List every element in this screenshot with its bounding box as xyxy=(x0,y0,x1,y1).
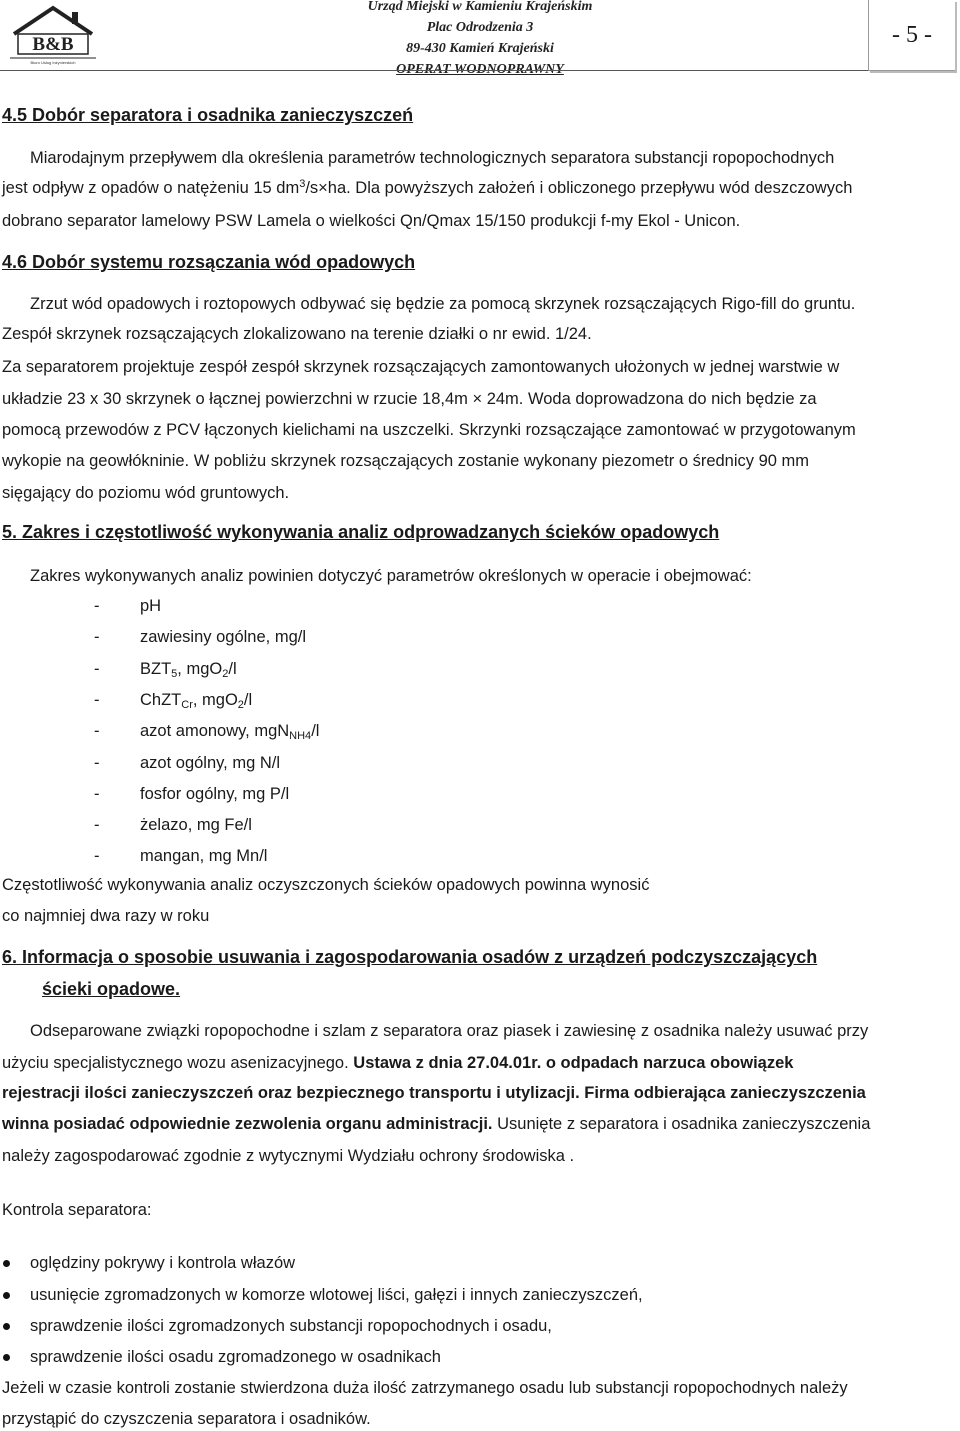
list-item: mangan, mg Mn/l xyxy=(140,847,268,865)
s6-line-2a: użyciu specjalistycznego wozu asenizacyjnego. xyxy=(2,1054,349,1072)
bullet-dot-icon xyxy=(3,1323,10,1330)
bullet-item: usunięcie zgromadzonych w komorze wlotowej liści, gałęzi i innych zanieczyszczeń, xyxy=(30,1286,643,1304)
s5-frequency-2: co najmniej dwa razy w roku xyxy=(2,907,210,925)
s46-line-4: układzie 23 x 30 skrzynek o łącznej powierzchni w rzucie 18,4m × 24m. Woda doprowadzona do nich będzie za xyxy=(2,390,817,408)
s45-sup: 3 xyxy=(299,178,306,190)
list-item-text: /l xyxy=(228,660,237,678)
header-line-3: 89-430 Kamień Krajeński xyxy=(406,41,554,56)
list-dash: - xyxy=(94,597,100,615)
list-item-text: BZT xyxy=(140,660,172,678)
list-item xyxy=(140,659,237,679)
s46-line-1: Zrzut wód opadowych i roztopowych odbywać się będzie za pomocą skrzynek rozsączających Rigo-fill do gruntu. xyxy=(30,295,856,313)
kontrola-label: Kontrola separatora: xyxy=(2,1201,152,1219)
s45-line-3: dobrano separator lamelowy PSW Lamela o wielkości Qn/Qmax 15/150 produkcji f-my Ekol - Unicon. xyxy=(2,212,741,230)
list-dash: - xyxy=(94,847,100,865)
s45-line-2b: /s×ha. Dla powyższych założeń i obliczonego przepływu wód deszczowych xyxy=(305,179,853,197)
svg-text:B&B: B&B xyxy=(32,34,74,55)
list-item: zawiesiny ogólne, mg/l xyxy=(140,628,306,646)
s6-line-1: Odseparowane związki ropopochodne i szlam z separatora oraz piasek i zawiesinę z osadnika należy usuwać przy xyxy=(30,1022,869,1040)
svg-text:Biuro Usług Inżynierskich: Biuro Usług Inżynierskich xyxy=(30,60,76,65)
page-number-box xyxy=(868,0,955,71)
heading-4-6: 4.6 Dobór systemu rozsączania wód opadowych xyxy=(2,252,416,272)
s46-line-3: Za separatorem projektuje zespół zespół skrzynek rozsączających zamontowanych ułożonych w jednej warstwie w xyxy=(2,358,840,376)
bullet-item: oględziny pokrywy i kontrola włazów xyxy=(30,1254,296,1272)
heading-4-5: 4.5 Dobór separatora i osadnika zanieczyszczeń xyxy=(2,105,414,125)
bullet-dot-icon xyxy=(3,1260,10,1267)
header-address xyxy=(360,0,600,80)
list-dash: - xyxy=(94,660,100,678)
s45-line-1: Miarodajnym przepływem dla określenia parametrów technologicznych separatora substancji ropopochodnych xyxy=(30,149,835,167)
s46-line-6: wykopie na geowłókninie. W pobliżu skrzynek rozsączających zostanie wykonany piezometr o średnicy 90 mm xyxy=(2,452,810,470)
list-item: żelazo, mg Fe/l xyxy=(140,816,252,834)
list-item: fosfor ogólny, mg P/l xyxy=(140,785,290,803)
list-item-subscript: NH4 xyxy=(289,730,312,742)
s5-frequency-1: Częstotliwość wykonywania analiz oczyszczonych ścieków opadowych powinna wynosić xyxy=(2,876,650,894)
s6-line-5: należy zagospodarować zgodnie z wytycznymi Wydziału ochrony środowiska . xyxy=(2,1147,575,1165)
list-item: azot ogólny, mg N/l xyxy=(140,754,281,772)
heading-6-line-1: 6. Informacja o sposobie usuwania i zagospodarowania osadów z urządzeń podczyszczających xyxy=(2,947,818,967)
s46-line-2: Zespół skrzynek rozsączających zlokalizowano na terenie działki o nr ewid. 1/24. xyxy=(2,325,592,343)
heading-6-line-2: ścieki opadowe. xyxy=(42,979,181,999)
s6-line-4b: Usunięte z separatora i osadnika zanieczyszczenia xyxy=(497,1115,871,1133)
list-item-text: /l xyxy=(311,722,320,740)
list-item-subscript: Cr xyxy=(181,699,193,711)
bullet-dot-icon xyxy=(3,1292,10,1299)
list-item-subscript: 2 xyxy=(237,699,244,711)
header-line-4: OPERAT WODNOPRAWNY xyxy=(396,62,564,77)
list-item: pH xyxy=(140,597,162,615)
list-item-text: , mgO xyxy=(177,660,223,678)
list-item-subscript: 5 xyxy=(171,668,178,680)
list-dash: - xyxy=(94,754,100,772)
company-logo xyxy=(6,4,100,66)
s46-line-5: pomocą przewodów z PCV łączonych kielichami na uszczelki. Skrzynki rozsączające zamontować w przygotowanym xyxy=(2,421,856,439)
list-dash: - xyxy=(94,785,100,803)
list-item-text: , mgO xyxy=(192,691,238,709)
s6-line-2 xyxy=(2,1053,793,1073)
s45-line-2a: jest odpływ z opadów o natężeniu 15 dm xyxy=(2,179,300,197)
bullet-dot-icon xyxy=(3,1354,10,1361)
header-divider xyxy=(0,70,868,71)
header-line-2: Plac Odrodzenia 3 xyxy=(426,20,534,35)
heading-5: 5. Zakres i częstotliwość wykonywania analiz odprowadzanych ścieków opadowych xyxy=(2,522,720,542)
page-number: - 5 - xyxy=(892,22,932,48)
s46-line-7: sięgający do poziomu wód gruntowych. xyxy=(2,484,290,502)
list-item-text: /l xyxy=(243,691,253,709)
s6-line-3: rejestracji ilości zanieczyszczeń oraz bezpiecznego transportu i utylizacji. Firma odbierająca zanieczyszczenia xyxy=(2,1084,866,1102)
s5-intro: Zakres wykonywanych analiz powinien dotyczyć parametrów określonych w operacie i obejmować: xyxy=(30,567,752,585)
s6-line-4a: winna posiadać odpowiednie zezwolenia organu administracji. xyxy=(2,1115,493,1133)
list-dash: - xyxy=(94,691,100,709)
bullet-item: sprawdzenie ilości zgromadzonych substancji ropopochodnych i osadu, xyxy=(30,1317,552,1335)
list-dash: - xyxy=(94,816,100,834)
list-dash: - xyxy=(94,628,100,646)
s6-line-4 xyxy=(2,1114,870,1134)
list-item xyxy=(140,690,252,710)
list-item-text: ChZT xyxy=(140,691,182,709)
list-item-subscript: 2 xyxy=(222,668,229,680)
list-item xyxy=(140,721,319,741)
header-line-1: Urząd Miejski w Kamieniu Krajeńskim xyxy=(367,0,593,14)
s6-line-2b: Ustawa z dnia 27.04.01r. o odpadach narzuca obowiązek xyxy=(353,1054,794,1072)
s6-final-1: Jeżeli w czasie kontroli zostanie stwierdzona duża ilość zatrzymanego osadu lub substancji ropopochodnych należy xyxy=(2,1379,848,1397)
list-dash: - xyxy=(94,722,100,740)
bullet-item: sprawdzenie ilości osadu zgromadzonego w osadnikach xyxy=(30,1348,441,1366)
page-header xyxy=(0,0,960,77)
s6-final-2: przystąpić do czyszczenia separatora i osadników. xyxy=(2,1410,371,1428)
s45-line-2 xyxy=(2,178,852,198)
list-item-text: azot amonowy, mgN xyxy=(140,722,290,740)
